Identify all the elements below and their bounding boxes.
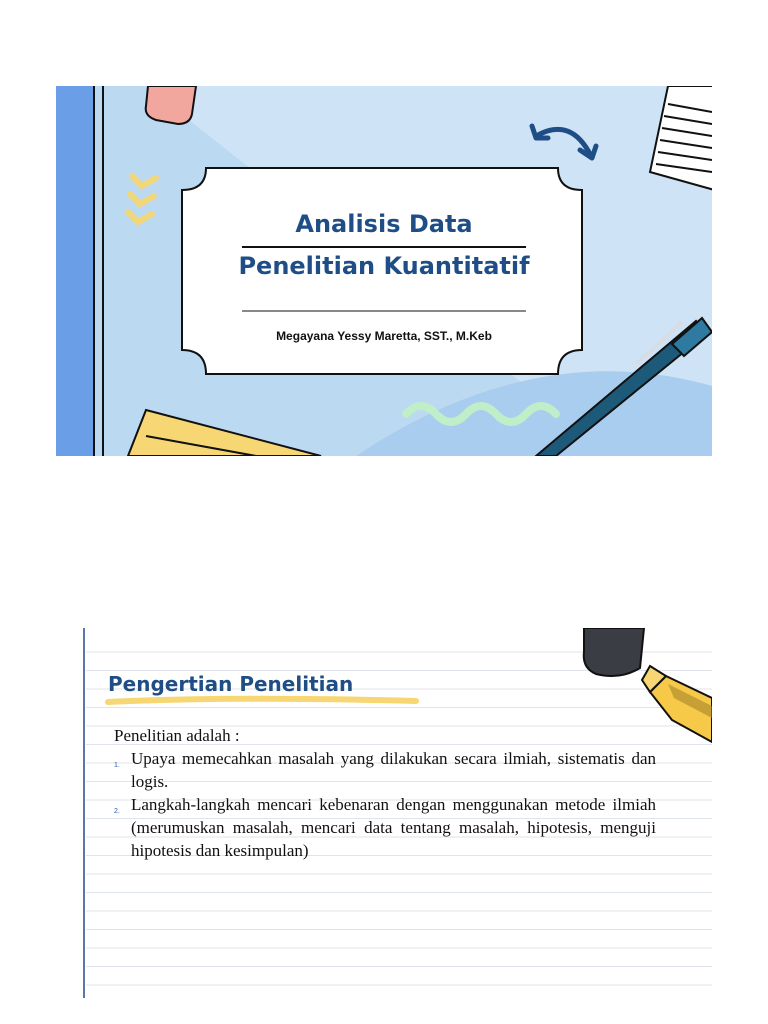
sticky-note-icon: [128, 410, 321, 456]
slide-heading: Pengertian Penelitian: [108, 672, 354, 696]
slide-title-line1: Analisis Data: [295, 210, 473, 238]
heading-highlight: [108, 699, 416, 702]
list-item: [114, 793, 656, 862]
intro-text: Penelitian adalah :: [114, 726, 240, 745]
list-number: 2.: [114, 808, 120, 815]
title-slide: [56, 86, 712, 456]
author-name: Megayana Yessy Maretta, SST., M.Keb: [276, 329, 492, 343]
list-number: 1.: [114, 762, 120, 769]
list-item-text: Langkah-langkah mencari kebenaran dengan menggunakan metode ilmiah (merumuskan masalah, mencari data tentang masalah, hipotesis, menguji hipotesis dan kesimpulan): [131, 795, 656, 860]
list-item-text: Upaya memecahkan masalah yang dilakukan secara ilmiah, sistematis dan logis.: [131, 749, 656, 791]
definition-list: [114, 747, 656, 862]
eraser-icon: [146, 86, 196, 124]
slide-body: [114, 724, 656, 862]
slide-title-line2: Penelitian Kuantitatif: [238, 252, 530, 280]
content-slide: [80, 628, 712, 998]
list-item: [114, 747, 656, 793]
